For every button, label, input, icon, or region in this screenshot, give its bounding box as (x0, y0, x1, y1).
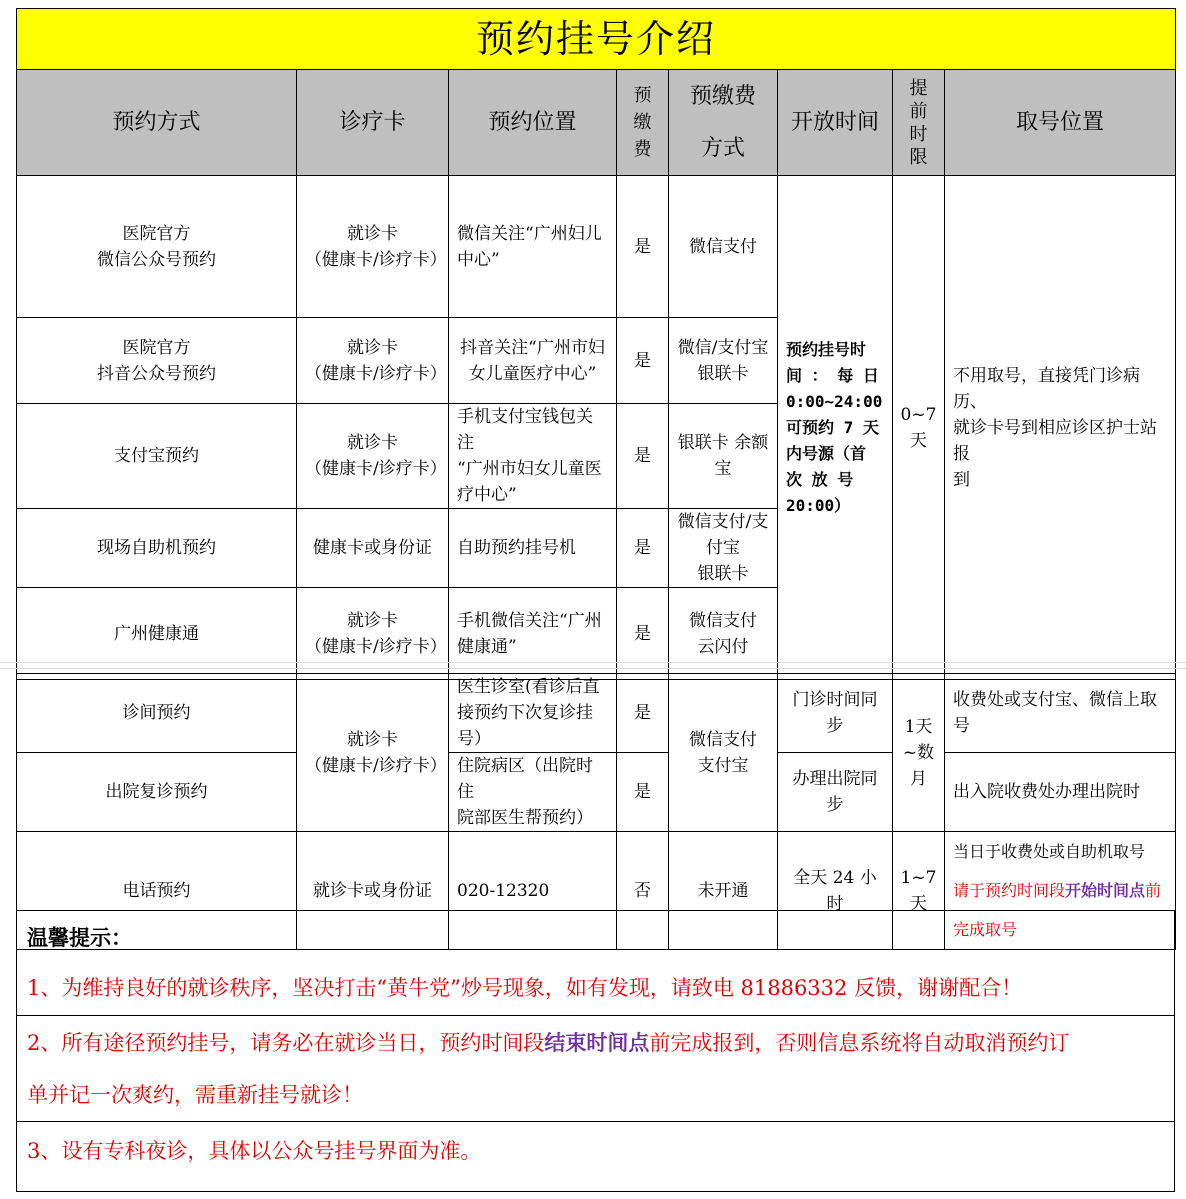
method-cell: 诊间预约 (17, 674, 297, 753)
advance-cell: 0~7 天 (893, 176, 945, 680)
prepay-cell: 是 (617, 509, 669, 588)
header-method: 预约方式 (17, 70, 297, 176)
method-cell: 电话预约 (17, 832, 297, 950)
open-time-cell: 办理出院同步 (778, 753, 893, 832)
header-open-time: 开放时间 (778, 70, 893, 176)
location-cell: 医生诊室(看诊后直 接预约下次复诊挂 号） (449, 674, 617, 753)
prepay-cell: 否 (617, 832, 669, 950)
card-cell: 就诊卡 （健康卡/诊疗卡） (297, 404, 449, 509)
location-cell: 自助预约挂号机 (449, 509, 617, 588)
card-cell: 健康卡或身份证 (297, 509, 449, 588)
table-row (17, 753, 1176, 832)
card-cell: 就诊卡 （健康卡/诊疗卡） (297, 588, 449, 680)
method-cell: 医院官方 微信公众号预约 (17, 176, 297, 318)
page-title: 预约挂号介绍 (17, 9, 1176, 70)
pickup-cell: 当日于收费处或自助机取号 请于预约时间段开始时间点前 完成取号 (945, 832, 1176, 950)
location-cell: 手机支付宝钱包关注 “广州市妇女儿童医 疗中心” (449, 404, 617, 509)
payway-cell: 未开通 (669, 832, 778, 950)
open-time-cell: 门诊时间同步 (778, 674, 893, 753)
payway-cell: 微信支付 云闪付 (669, 588, 778, 680)
card-cell: 就诊卡 （健康卡/诊疗卡） (297, 176, 449, 318)
note-1: 1、为维持良好的就诊秩序，坚决打击“黄牛党”炒号现象，如有发现，请致电 81886332 反馈，谢谢配合！ (27, 976, 1023, 1000)
payway-cell: 银联卡 余额 宝 (669, 404, 778, 509)
header-card: 诊疗卡 (297, 70, 449, 176)
page-break-line (0, 668, 1186, 669)
header-location: 预约位置 (449, 70, 617, 176)
prepay-cell: 是 (617, 753, 669, 832)
header-payway: 预缴费 方式 (669, 70, 778, 176)
prepay-cell: 是 (617, 404, 669, 509)
location-cell: 抖音关注“广州市妇 女儿童医疗中心” (449, 318, 617, 404)
notes-cell-1 (17, 911, 1175, 1016)
prepay-cell: 是 (617, 588, 669, 680)
prepay-cell: 是 (617, 318, 669, 404)
header-pickup: 取号位置 (945, 70, 1176, 176)
payway-cell: 微信/支付宝 银联卡 (669, 318, 778, 404)
location-cell: 020-12320 (449, 832, 617, 950)
note-3: 3、设有专科夜诊，具体以公众号挂号界面为准。 (17, 1122, 1175, 1192)
notes-table (16, 910, 1175, 1192)
method-cell: 广州健康通 (17, 588, 297, 680)
method-cell: 医院官方 抖音公众号预约 (17, 318, 297, 404)
table-row (17, 176, 1176, 318)
prepay-cell: 是 (617, 674, 669, 753)
prepay-cell: 是 (617, 176, 669, 318)
notes-heading: 温馨提示： (27, 925, 132, 950)
location-cell: 微信关注“广州妇儿 中心” (449, 176, 617, 318)
advance-cell: 1天 ~数 月 (893, 674, 945, 832)
open-time-cell: 预约挂号时 间 ： 每 日 0:00~24:00 可预约 7 天 内号源（首 次 放 号 20:00） (778, 176, 893, 680)
card-cell: 就诊卡或身份证 (297, 832, 449, 950)
note-2: 2、所有途径预约挂号，请务必在就诊当日，预约时间段结束时间点前完成报到，否则信息系统将自动取消预约订 单并记一次爽约，需重新挂号就诊！ (17, 1016, 1175, 1122)
payway-cell: 微信支付 (669, 176, 778, 318)
method-cell: 现场自助机预约 (17, 509, 297, 588)
card-cell: 就诊卡 （健康卡/诊疗卡） (297, 318, 449, 404)
pickup-cell: 出入院收费处办理出院时 (945, 753, 1176, 832)
open-time-cell: 全天 24 小时 (778, 832, 893, 950)
payway-cell: 微信支付/支 付宝 银联卡 (669, 509, 778, 588)
header-advance: 提 前 时 限 (893, 70, 945, 176)
card-cell: 就诊卡 （健康卡/诊疗卡） (297, 674, 449, 832)
location-cell: 手机微信关注“广州 健康通” (449, 588, 617, 680)
payway-cell: 微信支付 支付宝 (669, 674, 778, 832)
header-prepay: 预 缴 费 (617, 70, 669, 176)
schedule-table-bottom (16, 673, 1176, 950)
table-row (17, 674, 1176, 753)
schedule-table-top (16, 8, 1176, 680)
pickup-cell: 不用取号，直接凭门诊病历、 就诊卡号到相应诊区护士站报 到 (945, 176, 1176, 680)
pickup-warning: 请于预约时间段开始时间点前 (953, 881, 1162, 900)
page-break-line (0, 662, 1186, 663)
method-cell: 支付宝预约 (17, 404, 297, 509)
method-cell: 出院复诊预约 (17, 753, 297, 832)
advance-cell: 1~7 天 (893, 832, 945, 950)
pickup-cell: 收费处或支付宝、微信上取号 (945, 674, 1176, 753)
location-cell: 住院病区（出院时住 院部医生帮预约） (449, 753, 617, 832)
